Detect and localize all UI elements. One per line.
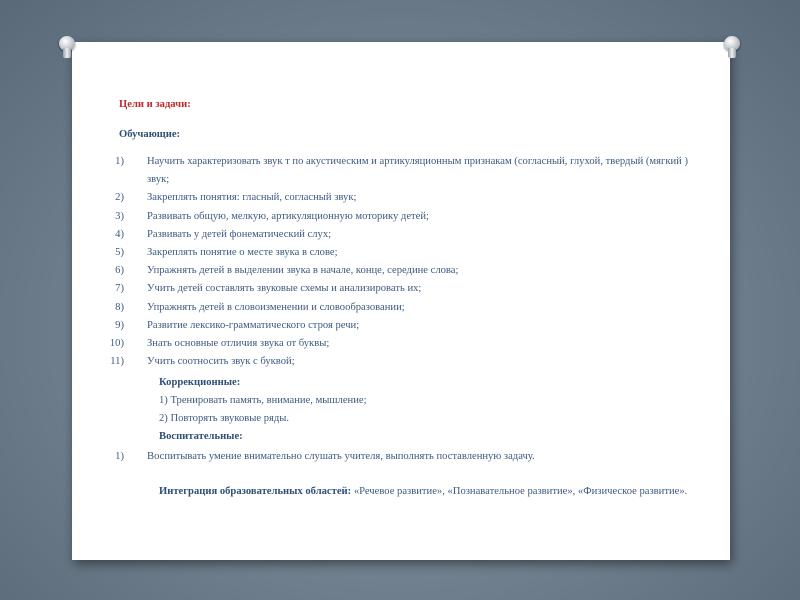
integration-label: Интеграция образовательных областей: <box>159 486 352 497</box>
correction-item: 1) Тренировать память, внимание, мышление; <box>159 395 367 406</box>
section-upbringing-heading: Воспитательные: <box>159 431 243 442</box>
section-correction-heading: Коррекционные: <box>159 377 241 388</box>
list-item: 7) Учить детей составлять звуковые схемы и анализировать их; <box>115 283 422 295</box>
slide-card <box>72 42 730 560</box>
list-item: 3) Развивать общую, мелкую, артикуляционную моторику детей; <box>115 210 429 222</box>
list-item: 6) Упражнять детей в выделении звука в начале, конце, середине слова; <box>115 265 459 277</box>
list-item: 4) Развивать у детей фонематический слух; <box>115 228 332 240</box>
pushpin-icon <box>722 36 742 60</box>
list-item: 10) Знать основные отличия звука от буквы; <box>109 338 330 350</box>
list-item: 2) Закреплять понятия: гласный, согласный звук; <box>115 192 357 204</box>
integration-text: «Речевое развитие», «Познавательное развитие», «Физическое развитие». <box>351 486 688 497</box>
teaching-list <box>92 153 712 371</box>
slide-content <box>72 42 730 560</box>
list-item: 9) Развитие лексико-грамматического строя речи; <box>115 319 360 331</box>
slide-title: Цели и задачи: <box>119 99 191 110</box>
list-item: 1) Научить характеризовать звук т по акустическим и артикуляционным признакам (согласный, глухой, твердый (мягкий ) звук; <box>115 156 688 186</box>
correction-item: 2) Повторять звуковые ряды. <box>159 413 290 424</box>
list-item: 1) Воспитывать умение внимательно слушать учителя, выполнять поставленную задачу. <box>115 451 535 462</box>
integration-paragraph <box>159 483 699 500</box>
list-item: 8) Упражнять детей в словоизменении и словообразовании; <box>115 301 405 313</box>
list-item: 5) Закреплять понятие о месте звука в слове; <box>115 247 338 259</box>
list-item: 11) Учить соотносить звук с буквой; <box>110 356 295 368</box>
section-teaching-heading: Обучающие: <box>119 129 181 140</box>
upbringing-list <box>92 448 712 466</box>
pushpin-icon <box>57 36 77 60</box>
